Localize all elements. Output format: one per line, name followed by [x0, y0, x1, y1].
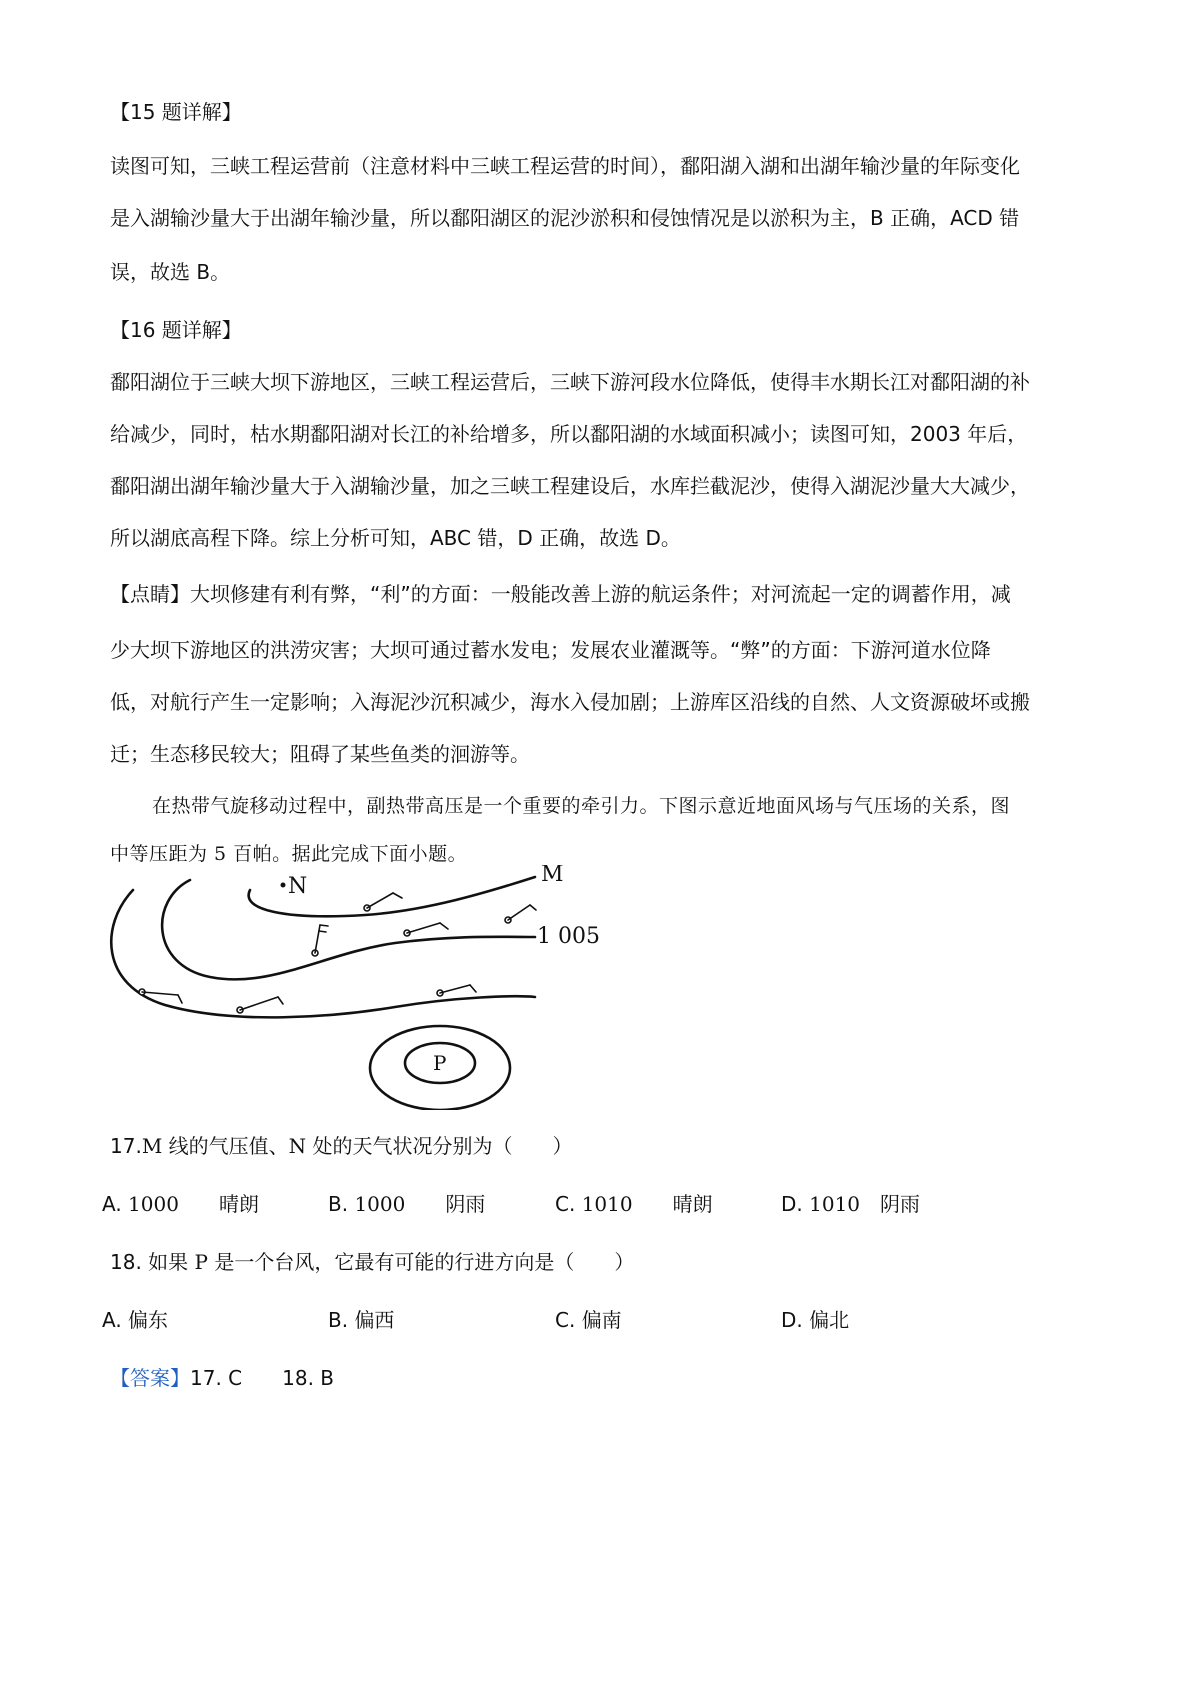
q16-heading: 【16 题详解】	[110, 318, 242, 342]
q17-option-d-letter: D.	[781, 1192, 803, 1216]
comment-line-2: 少大坝下游地区的洪涝灾害；大坝可通过蓄水发电；发展农业灌溉等。“弊”的方面：下游河道水位降	[110, 638, 991, 662]
q18-option-b-text: 偏西	[354, 1308, 395, 1332]
q16-line-4: 所以湖底高程下降。综上分析可知，ABC 错，D 正确，故选 D。	[110, 526, 681, 550]
q16-line-2: 给减少，同时，枯水期鄱阳湖对长江的补给增多，所以鄱阳湖的水域面积减小；读图可知，2003 年后，	[110, 422, 1028, 446]
answer-tag: 【答案】	[110, 1366, 190, 1390]
q17-option-b-letter: B.	[328, 1192, 349, 1216]
wind-barb-2	[312, 925, 328, 956]
q17-option-c[interactable]	[555, 1190, 713, 1218]
q17-stem	[110, 1132, 1100, 1160]
q15-line-3: 误，故选 B。	[110, 260, 231, 284]
q17-option-b[interactable]	[328, 1190, 485, 1218]
label-1005: 1 005	[537, 924, 600, 949]
q15-heading: 【15 题详解】	[110, 100, 242, 124]
q17-option-a-letter: A.	[102, 1192, 122, 1216]
q18-option-a[interactable]	[102, 1306, 168, 1334]
isobar-outer	[111, 890, 535, 1017]
wind-barb-3	[404, 923, 448, 936]
q18-option-d[interactable]	[781, 1306, 849, 1334]
q18-option-c-text: 偏南	[581, 1308, 622, 1332]
point-n-dot	[281, 883, 286, 888]
label-m: M	[541, 865, 564, 887]
answer-text: 17. C 18. B	[190, 1366, 335, 1390]
q17-option-c-text: 1010 晴朗	[581, 1192, 713, 1216]
comment-line-4: 迁；生态移民较大；阻碍了某些鱼类的洄游等。	[110, 742, 530, 766]
q17-option-d-text: 1010 阴雨	[809, 1192, 921, 1216]
q18-option-c-letter: C.	[555, 1308, 576, 1332]
q17-option-a-text: 1000 晴朗	[128, 1192, 259, 1216]
q18-number: 18.	[110, 1250, 142, 1274]
label-n: N	[288, 874, 308, 899]
q18-option-d-letter: D.	[781, 1308, 803, 1332]
q17-option-a[interactable]	[102, 1190, 259, 1218]
wind-barb-4	[505, 905, 536, 923]
label-p: P	[433, 1051, 447, 1075]
q18-option-c[interactable]	[555, 1306, 622, 1334]
q17-option-c-letter: C.	[555, 1192, 576, 1216]
q17-option-d[interactable]	[781, 1190, 920, 1218]
q15-line-1: 读图可知，三峡工程运营前（注意材料中三峡工程运营的时间），鄱阳湖入湖和出湖年输沙量的年际变化	[110, 154, 1020, 178]
q18-stem	[110, 1248, 1100, 1276]
q15-line-2: 是入湖输沙量大于出湖年输沙量，所以鄱阳湖区的泥沙淤积和侵蚀情况是以淤积为主，B 正确，ACD 错	[110, 206, 1020, 230]
q18-option-b-letter: B.	[328, 1308, 349, 1332]
wind-barb-1	[364, 893, 402, 911]
q17-number: 17.	[110, 1134, 142, 1158]
q18-option-a-text: 偏东	[128, 1308, 169, 1332]
q17-option-b-text: 1000 阴雨	[354, 1192, 486, 1216]
isobar-wind-figure	[95, 865, 635, 1110]
q17-stem-text: M 线的气压值、N 处的天气状况分别为（ ）	[141, 1134, 573, 1158]
wind-barb-7	[437, 985, 476, 996]
q18-option-b[interactable]	[328, 1306, 394, 1334]
q18-stem-text: 如果 P 是一个台风，它最有可能的行进方向是（ ）	[148, 1250, 635, 1274]
answer-line	[110, 1364, 1100, 1392]
q16-line-3: 鄱阳湖出湖年输沙量大于入湖输沙量，加之三峡工程建设后，水库拦截泥沙，使得入湖泥沙量大大减少，	[110, 474, 1030, 498]
intro-line-1: 在热带气旋移动过程中，副热带高压是一个重要的牵引力。下图示意近地面风场与气压场的关系，图	[152, 795, 1011, 817]
comment-line-1: 【点睛】大坝修建有利有弊，“利”的方面：一般能改善上游的航运条件；对河流起一定的调蓄作用，减	[110, 582, 1011, 606]
q16-line-1: 鄱阳湖位于三峡大坝下游地区，三峡工程运营后，三峡下游河段水位降低，使得丰水期长江对鄱阳湖的补	[110, 370, 1030, 394]
q18-option-d-text: 偏北	[809, 1308, 850, 1332]
q18-option-a-letter: A.	[102, 1308, 122, 1332]
intro-line-2: 中等压距为 5 百帕。据此完成下面小题。	[110, 843, 468, 865]
wind-barb-6	[237, 997, 283, 1013]
comment-line-3: 低，对航行产生一定影响；入海泥沙沉积减少，海水入侵加剧；上游库区沿线的自然、人文资源破坏或搬	[110, 690, 1030, 714]
